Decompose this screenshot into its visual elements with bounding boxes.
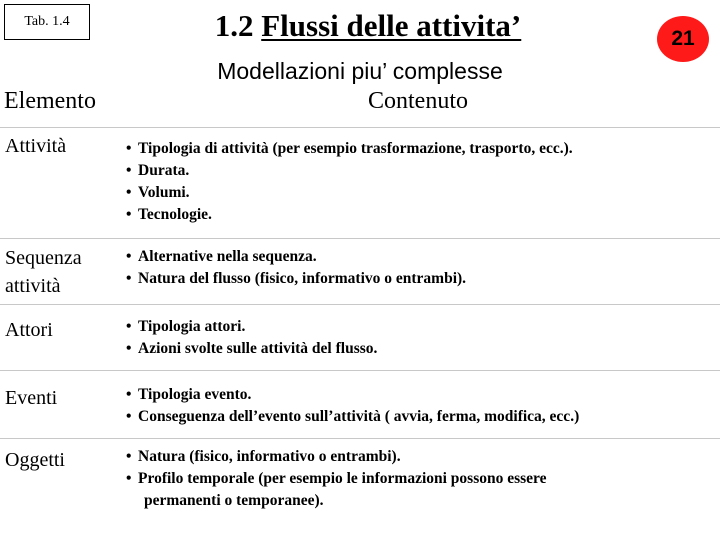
list-item: • Profilo temporale (per esempio le informazioni possono essere xyxy=(126,470,547,487)
column-header-element: Elemento xyxy=(4,88,96,114)
list-item: • Tecnologie. xyxy=(126,206,212,223)
list-item-continuation: permanenti o temporanee). xyxy=(144,492,324,509)
slide-title xyxy=(178,8,558,44)
page-number-badge: 21 xyxy=(657,16,709,62)
row-label: Attività xyxy=(5,135,67,157)
list-item: • Alternative nella sequenza. xyxy=(126,248,317,265)
row-label: Eventi xyxy=(5,387,58,409)
row-content-list xyxy=(126,316,377,360)
table-divider xyxy=(0,304,720,305)
table-divider xyxy=(0,238,720,239)
list-item: • Volumi. xyxy=(126,184,190,201)
table-divider xyxy=(0,127,720,128)
row-content-list xyxy=(126,246,466,290)
column-header-content: Contenuto xyxy=(368,88,468,114)
list-item: • Durata. xyxy=(126,162,190,179)
row-content-list xyxy=(126,138,573,226)
row-label-line1: Sequenza xyxy=(5,247,82,269)
row-label-line2: attività xyxy=(5,275,61,297)
row-label: Attori xyxy=(5,319,53,341)
title-text: Flussi delle attivita’ xyxy=(261,8,522,43)
row-content-list xyxy=(126,446,547,512)
list-item: • Natura del flusso (fisico, informativo o entrambi). xyxy=(126,270,467,287)
list-item: • Tipologia evento. xyxy=(126,386,252,403)
list-item: • Tipologia attori. xyxy=(126,318,246,335)
table-divider xyxy=(0,370,720,371)
list-item: • Natura (fisico, informativo o entrambi). xyxy=(126,448,401,465)
table-divider xyxy=(0,438,720,439)
slide-subtitle: Modellazioni piu’ complesse xyxy=(217,58,503,84)
row-label: Oggetti xyxy=(5,449,65,471)
list-item: • Tipologia di attività (per esempio trasformazione, trasporto, ecc.). xyxy=(126,140,573,157)
table-reference-label: Tab. 1.4 xyxy=(4,4,90,40)
title-number: 1.2 xyxy=(214,8,254,43)
list-item: • Azioni svolte sulle attività del flusso. xyxy=(126,340,378,357)
row-content-list xyxy=(126,384,579,428)
list-item: • Conseguenza dell’evento sull’attività ( avvia, ferma, modifica, ecc.) xyxy=(126,408,580,425)
